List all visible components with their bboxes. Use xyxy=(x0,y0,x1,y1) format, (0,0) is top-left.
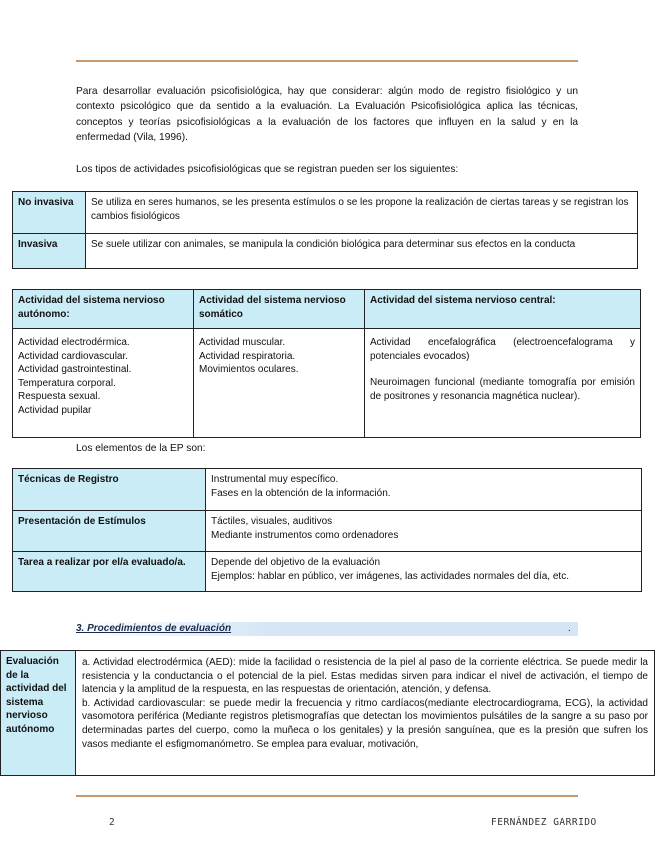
table-row xyxy=(13,511,642,552)
element-description xyxy=(206,469,642,511)
section-heading xyxy=(76,622,578,636)
element-line: Ejemplos: hablar en público, ver imágenes, las actividades normales del día, etc. xyxy=(211,570,569,582)
table-row xyxy=(13,469,642,511)
activity-types-table xyxy=(12,191,638,269)
list-item: Actividad gastrointestinal. xyxy=(18,364,132,376)
list-item: Actividad encefalográfica (electroencefalograma y potenciales evocados) xyxy=(370,337,635,362)
top-rule xyxy=(76,60,578,62)
type-description: Se suele utilizar con animales, se manipula la condición biológica para determinar sus efectos en la conducta xyxy=(86,234,638,269)
page-number: 2 xyxy=(109,817,116,828)
element-line: Depende del objetivo de la evaluación xyxy=(211,557,381,568)
list-item: Movimientos oculares. xyxy=(199,364,299,376)
types-intro: Los tipos de actividades psicofisiológicas que se registran pueden ser los siguientes: xyxy=(76,164,459,175)
type-label: Invasiva xyxy=(13,234,86,269)
intro-paragraph: Para desarrollar evaluación psicofisiológica, hay que considerar: algún modo de registro fisiológico y un contexto psicológico que da sentido a la evaluación. La Evaluación Psicofisiológica aplica las técnicas, conceptos y teorías psicofisiológicas a la evaluación de los factores que influyen en la salud y en la enfermedad (Vila, 1996). xyxy=(76,86,578,144)
table-row xyxy=(1,651,655,776)
table-row xyxy=(13,192,638,234)
list-item: Neuroimagen funcional (mediante tomografía por emisión de positrones y resonancia magnética nuclear). xyxy=(370,377,635,402)
type-description: Se utiliza en seres humanos, se les presenta estímulos o se les propone la realización de ciertas tareas y se registran los cambios fisiológicos xyxy=(86,192,638,234)
list-item: Actividad respiratoria. xyxy=(199,350,296,362)
autonomo-list xyxy=(13,329,194,438)
element-line: Instrumental muy específico. xyxy=(211,474,339,485)
list-item: Actividad muscular. xyxy=(199,337,286,348)
footer-author: FERNÁNDEZ GARRIDO xyxy=(491,817,597,828)
list-item: Temperatura corporal. xyxy=(18,377,116,389)
element-line: Fases en la obtención de la información. xyxy=(211,487,391,499)
list-item: Actividad electrodérmica. xyxy=(18,337,130,348)
elements-intro: Los elementos de la EP son: xyxy=(76,443,206,454)
element-line: Táctiles, visuales, auditivos xyxy=(211,516,333,527)
paragraph-a: a. Actividad electrodérmica (AED): mide la facilidad o resistencia de la piel al paso de la corriente eléctrica. Se puede medir la resistencia y la conductancia o el potencial de la piel. Estas medidas sirven para indicar el nivel de activación, el tiempo de latencia y la amplitud de la respuesta, en las respuestas de orientación, atención, y defensa. xyxy=(82,657,648,696)
table-header-row xyxy=(13,290,641,329)
list-item: Respuesta sexual. xyxy=(18,391,101,403)
header-central: Actividad del sistema nervioso central: xyxy=(365,290,641,329)
section-title: 3. Procedimientos de evaluación xyxy=(76,623,232,634)
element-description xyxy=(206,552,642,592)
element-label: Presentación de Estímulos xyxy=(13,511,206,552)
table-row xyxy=(13,552,642,592)
procedures-table xyxy=(0,650,655,776)
procedure-label: Evaluación de la actividad del sistema nervioso autónomo xyxy=(1,651,76,776)
table-row xyxy=(13,329,641,438)
section-dot: . xyxy=(568,623,571,634)
paragraph-b: b. Actividad cardiovascular: se puede medir la frecuencia y ritmo cardíacos(mediante electrocardiograma, ECG), la actividad vasomotora periférica (Mediante registros pletismografías que detectan los movimientos pulsátiles de la sangre a su paso por determinadas partes del cuerpo, como la muñeca o los genitales) y la presión sanguínea, que es la presión que sufren los vasos mediante el esfigmomanómetro. Se emplea para evaluar, motivación, xyxy=(82,697,648,750)
header-autonomo: Actividad del sistema nervioso autónomo: xyxy=(13,290,194,329)
bottom-rule xyxy=(76,795,578,797)
central-list xyxy=(365,329,641,438)
somatico-list xyxy=(194,329,365,438)
element-label: Tarea a realizar por el/a evaluado/a. xyxy=(13,552,206,592)
type-label: No invasiva xyxy=(13,192,86,234)
list-item: Actividad pupilar xyxy=(18,404,92,416)
nervous-system-table xyxy=(12,289,641,438)
element-label: Técnicas de Registro xyxy=(13,469,206,511)
header-somatico: Actividad del sistema nervioso somático xyxy=(194,290,365,329)
table-row xyxy=(13,234,638,269)
ep-elements-table xyxy=(12,468,642,592)
element-line: Mediante instrumentos como ordenadores xyxy=(211,529,399,541)
list-item: Actividad cardiovascular. xyxy=(18,350,129,362)
procedure-description xyxy=(76,651,655,776)
element-description xyxy=(206,511,642,552)
